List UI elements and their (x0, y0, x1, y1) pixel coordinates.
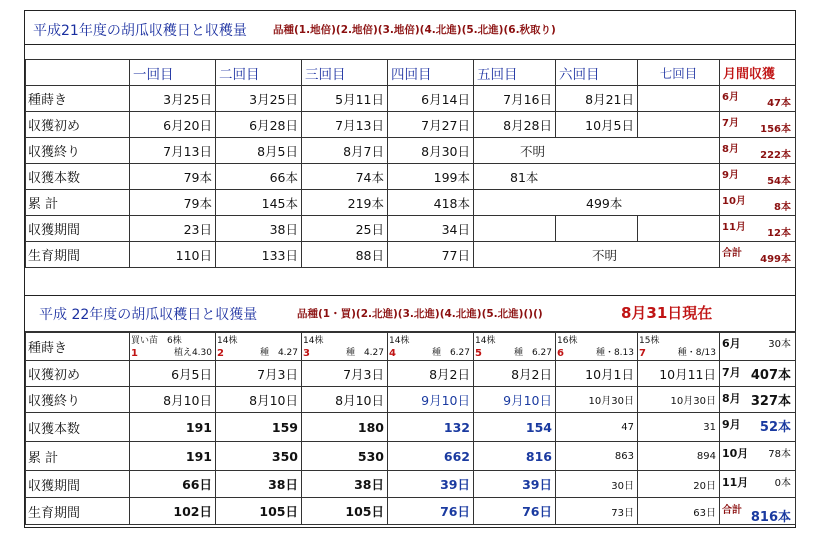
table-cell: 39日 (474, 471, 556, 498)
table-cell: 219本 (302, 190, 388, 216)
row-label: 累 計 (26, 442, 130, 471)
table-cell: 73日 (556, 498, 638, 525)
table-cell: 894 (638, 442, 720, 471)
title-2010: 平成 22年度の胡瓜収穫日と収獲量 (39, 307, 258, 323)
month-label: 9月 (722, 418, 741, 431)
month-value: 47本 (767, 98, 791, 109)
harvest-sheet (24, 10, 796, 528)
seed-cell (638, 332, 720, 361)
table-cell: 191 (130, 442, 216, 471)
table-cell: 76日 (388, 498, 474, 525)
seed-cell (556, 332, 638, 361)
monthly-cell (720, 361, 796, 387)
table-cell: 7月3日 (216, 361, 302, 387)
row-label: 収獲初め (26, 361, 130, 387)
table-cell: 7月13日 (302, 112, 388, 138)
title-bar-2010 (25, 295, 795, 333)
table-cell: 3月25日 (130, 86, 216, 112)
month-value: 54本 (767, 176, 791, 187)
month-label: 6月 (722, 337, 741, 350)
month-value: 0本 (774, 478, 791, 489)
monthly-cell (720, 442, 796, 471)
table-cell: 77日 (388, 242, 474, 268)
row-label: 生育期間 (26, 242, 130, 268)
table-cell: 88日 (302, 242, 388, 268)
merged-cell: 499本 (474, 190, 720, 216)
table-cell: 7月3日 (302, 361, 388, 387)
table-cell: 8月10日 (130, 387, 216, 413)
seed-cell (474, 332, 556, 361)
row-label: 収獲終り (26, 387, 130, 413)
header-round-6: 六回目 (556, 60, 638, 86)
month-label: 9月 (722, 170, 739, 181)
seed-date: 植え4.30 (173, 348, 212, 358)
as-of-date: 8月31日現在 (621, 304, 713, 322)
monthly-cell (720, 387, 796, 413)
merged-cell: 81本 (474, 164, 720, 190)
monthly-cell (720, 413, 796, 442)
table-cell: 8月2日 (474, 361, 556, 387)
table-cell: 350 (216, 442, 302, 471)
table-cell: 8月30日 (388, 138, 474, 164)
header-round-3: 三回目 (302, 60, 388, 86)
table-cell: 25日 (302, 216, 388, 242)
table-cell: 10月30日 (556, 387, 638, 413)
table-row (26, 216, 796, 242)
month-label: 11月 (722, 222, 746, 233)
monthly-cell (720, 471, 796, 498)
table-cell: 191 (130, 413, 216, 442)
table-cell: 38日 (216, 216, 302, 242)
monthly-cell (720, 242, 796, 268)
seed-date: 種 6.27 (513, 348, 552, 358)
month-label: 10月 (722, 196, 746, 207)
seed-date: 種・8/13 (677, 348, 716, 358)
table-row (26, 242, 796, 268)
row-label: 種蒔き (26, 332, 130, 361)
row-label: 収獲期間 (26, 216, 130, 242)
seed-count: 15株 (639, 336, 660, 346)
row-label: 種蒔き (26, 86, 130, 112)
table-cell: 145本 (216, 190, 302, 216)
table-row (26, 498, 796, 525)
table-cell: 8月2日 (388, 361, 474, 387)
monthly-cell (720, 332, 796, 361)
month-value: 499本 (760, 254, 791, 265)
seed-count: 16株 (557, 336, 578, 346)
table-cell: 105日 (302, 498, 388, 525)
table-cell (556, 216, 638, 242)
table-row (26, 361, 796, 387)
table-cell: 39日 (388, 471, 474, 498)
table-cell: 7月16日 (474, 86, 556, 112)
seed-no: 4 (389, 348, 396, 359)
seed-no: 7 (639, 348, 646, 359)
table-row (26, 112, 796, 138)
seed-cell (130, 332, 216, 361)
table-cell: 66本 (216, 164, 302, 190)
table-cell: 159 (216, 413, 302, 442)
table-cell: 8月28日 (474, 112, 556, 138)
table-cell: 38日 (302, 471, 388, 498)
table-row (26, 387, 796, 413)
table-row (26, 138, 796, 164)
table-row (26, 190, 796, 216)
month-value: 156本 (760, 124, 791, 135)
seed-count: 14株 (389, 336, 410, 346)
merged-cell: 不明 (474, 138, 720, 164)
header-round-2: 二回目 (216, 60, 302, 86)
table-cell: 9月10日 (388, 387, 474, 413)
varieties-2009: 品種(1.地倍)(2.地倍)(3.地倍)(4.北進)(5.北進)(6.秋取り) (273, 24, 556, 36)
table-cell: 418本 (388, 190, 474, 216)
month-value: 78本 (768, 449, 791, 460)
row-label: 累 計 (26, 190, 130, 216)
table-cell: 110日 (130, 242, 216, 268)
table-cell: 8月5日 (216, 138, 302, 164)
month-value: 327本 (750, 394, 791, 409)
header-round-5: 五回目 (474, 60, 556, 86)
month-label: 6月 (722, 92, 739, 103)
month-value: 12本 (767, 228, 791, 239)
month-value: 8本 (774, 202, 791, 213)
seed-no: 2 (217, 348, 224, 359)
table-cell: 662 (388, 442, 474, 471)
seed-no: 3 (303, 348, 310, 359)
header-round-4: 四回目 (388, 60, 474, 86)
row-label: 生育期間 (26, 498, 130, 525)
table-cell: 102日 (130, 498, 216, 525)
month-label: 合計 (722, 248, 742, 259)
seed-date: 種 4.27 (259, 348, 298, 358)
title-bar-2009 (25, 11, 795, 45)
table-cell: 530 (302, 442, 388, 471)
month-label: 7月 (722, 118, 739, 129)
monthly-header: 月間収獲 (720, 60, 796, 86)
varieties-2010: 品種(1・買)(2.北進)(3.北進)(4.北進)(5.北進)()() (297, 308, 543, 320)
table-cell: 76日 (474, 498, 556, 525)
table-cell: 63日 (638, 498, 720, 525)
table-cell: 8月7日 (302, 138, 388, 164)
table-cell: 9月10日 (474, 387, 556, 413)
table-cell: 180 (302, 413, 388, 442)
table-cell: 10月11日 (638, 361, 720, 387)
seed-cell (388, 332, 474, 361)
month-label: 合計 (722, 505, 742, 516)
table-cell: 74本 (302, 164, 388, 190)
month-label: 8月 (722, 144, 739, 155)
table-cell: 31 (638, 413, 720, 442)
seed-date: 種・8.13 (595, 348, 634, 358)
table-cell (638, 216, 720, 242)
table-row (26, 86, 796, 112)
table-cell: 30日 (556, 471, 638, 498)
table-cell: 6月5日 (130, 361, 216, 387)
table-cell: 6月14日 (388, 86, 474, 112)
table-cell: 133日 (216, 242, 302, 268)
month-value: 407本 (750, 368, 791, 383)
seed-date: 種 4.27 (345, 348, 384, 358)
month-value: 222本 (760, 150, 791, 161)
table-row (26, 60, 796, 86)
row-label: 収獲初め (26, 112, 130, 138)
table-cell (638, 86, 720, 112)
table-cell: 79本 (130, 190, 216, 216)
table-cell: 6月28日 (216, 112, 302, 138)
table-cell: 34日 (388, 216, 474, 242)
table-cell: 7月13日 (130, 138, 216, 164)
month-value: 816本 (750, 510, 791, 525)
table-cell: 10月30日 (638, 387, 720, 413)
row-label: 収獲期間 (26, 471, 130, 498)
monthly-cell (720, 190, 796, 216)
row-label: 収獲本数 (26, 413, 130, 442)
table-cell: 66日 (130, 471, 216, 498)
table-row (26, 413, 796, 442)
table-cell: 105日 (216, 498, 302, 525)
table-row (26, 471, 796, 498)
table-cell: 47 (556, 413, 638, 442)
seed-no: 6 (557, 348, 564, 359)
month-label: 7月 (722, 366, 741, 379)
table-row (26, 442, 796, 471)
table-cell: 7月27日 (388, 112, 474, 138)
monthly-cell (720, 164, 796, 190)
monthly-cell (720, 86, 796, 112)
table-cell: 3月25日 (216, 86, 302, 112)
table-cell: 8月21日 (556, 86, 638, 112)
table-cell: 863 (556, 442, 638, 471)
seed-no: 5 (475, 348, 482, 359)
table-row (26, 332, 796, 361)
table-cell: 8月10日 (302, 387, 388, 413)
corner-cell (26, 60, 130, 86)
seed-count: 14株 (475, 336, 496, 346)
seed-count: 買い苗 6株 (131, 336, 182, 346)
table-cell: 38日 (216, 471, 302, 498)
month-label: 8月 (722, 392, 741, 405)
month-value: 30本 (768, 339, 791, 350)
row-label: 収獲終り (26, 138, 130, 164)
table-cell: 199本 (388, 164, 474, 190)
table-cell: 6月20日 (130, 112, 216, 138)
table-2009 (25, 59, 796, 268)
table-cell: 8月10日 (216, 387, 302, 413)
table-cell: 154 (474, 413, 556, 442)
table-cell: 20日 (638, 471, 720, 498)
month-value: 52本 (759, 420, 791, 435)
table-cell: 5月11日 (302, 86, 388, 112)
table-cell: 816 (474, 442, 556, 471)
header-round-1: 一回目 (130, 60, 216, 86)
seed-no: 1 (131, 348, 138, 359)
table-cell: 79本 (130, 164, 216, 190)
month-label: 10月 (722, 447, 749, 460)
table-cell: 10月5日 (556, 112, 638, 138)
row-label: 収獲本数 (26, 164, 130, 190)
table-2010 (25, 331, 796, 525)
header-round-7: 七回目 (638, 60, 720, 86)
seed-cell (302, 332, 388, 361)
seed-count: 14株 (303, 336, 324, 346)
seed-count: 14株 (217, 336, 238, 346)
table-cell: 10月1日 (556, 361, 638, 387)
merged-cell: 不明 (474, 242, 720, 268)
monthly-cell (720, 138, 796, 164)
month-label: 11月 (722, 476, 749, 489)
title-2009: 平成21年度の胡瓜収穫日と収穫量 (33, 23, 247, 39)
table-cell (474, 216, 556, 242)
table-cell (638, 112, 720, 138)
table-row (26, 164, 796, 190)
table-cell: 132 (388, 413, 474, 442)
monthly-cell (720, 498, 796, 525)
seed-cell (216, 332, 302, 361)
table-cell: 23日 (130, 216, 216, 242)
seed-date: 種 6.27 (431, 348, 470, 358)
monthly-cell (720, 112, 796, 138)
monthly-cell (720, 216, 796, 242)
